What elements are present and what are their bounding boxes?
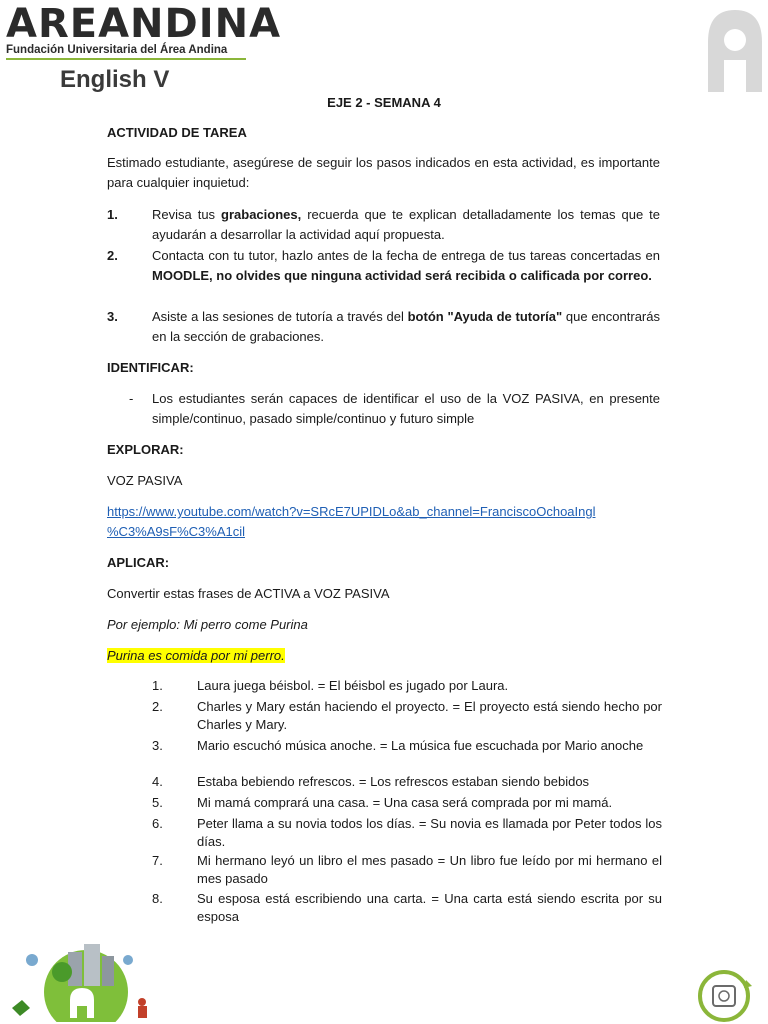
step-item: Revisa tus grabaciones, recuerda que te explican detalladamente los temas que te ayudarán a desarrollar la actividad aquí propuesta.: [152, 207, 660, 242]
eco-city-illustration-icon: [8, 930, 168, 1022]
apply-title: APLICAR:: [107, 555, 170, 570]
example-answer: [107, 646, 285, 666]
highlighted-answer: Purina es comida por mi perro.: [107, 648, 285, 663]
example-sentence: Por ejemplo: Mi perro come Purina: [107, 617, 308, 632]
step-item: Asiste a las sesiones de tutoría a través del botón "Ayuda de tutoría" que encontrarás en la sección de grabaciones.: [152, 309, 660, 344]
recycle-fingerprint-icon: [688, 968, 760, 1022]
bullet-dash: -: [129, 391, 134, 406]
course-title: English V: [60, 66, 170, 93]
step-number: 2.: [107, 248, 118, 263]
activity-intro: Estimado estudiante, asegúrese de seguir los pasos indicados en esta actividad, es importante para cualquier inquietud:: [107, 155, 660, 190]
brand-mark-icon: [700, 2, 768, 94]
logo-wordmark: AREANDINA: [6, 1, 282, 47]
explore-title: EXPLORAR:: [107, 442, 184, 457]
explore-topic: VOZ PASIVA: [107, 473, 183, 488]
logo-underline: [6, 58, 246, 60]
step-item: Contacta con tu tutor, hazlo antes de la fecha de entrega de tus tareas concertadas en MOODLE, no olvides que ninguna actividad será recibida o calificada por correo.: [152, 248, 660, 283]
step-number: 3.: [107, 309, 118, 324]
activity-title: ACTIVIDAD DE TAREA: [107, 125, 247, 140]
section-heading: EJE 2 - SEMANA 4: [327, 95, 441, 110]
identify-text: Los estudiantes serán capaces de identificar el uso de la VOZ PASIVA, en presente simple/continuo, pasado simple/continuo y futuro simple: [152, 391, 660, 426]
logo-subtitle: Fundación Universitaria del Área Andina: [6, 44, 228, 56]
video-link[interactable]: [107, 502, 667, 542]
apply-instruction: Convertir estas frases de ACTIVA a VOZ PASIVA: [107, 586, 390, 601]
step-number: 1.: [107, 207, 118, 222]
institution-logo: [6, 1, 282, 60]
video-link-line-2[interactable]: %C3%A9sF%C3%A1cil: [107, 524, 245, 539]
identify-title: IDENTIFICAR:: [107, 360, 194, 375]
video-link-line-1[interactable]: https://www.youtube.com/watch?v=SRcE7UPIDLo&ab_channel=FranciscoOchoaIngl: [107, 504, 596, 519]
